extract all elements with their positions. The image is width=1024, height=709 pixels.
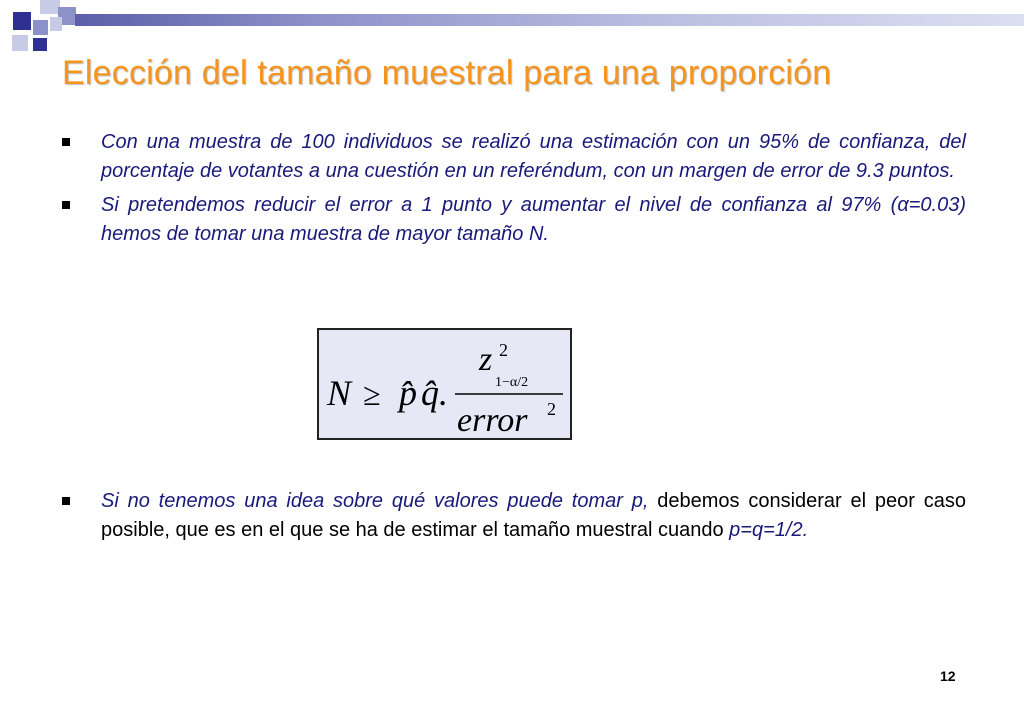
header-decor-square (33, 38, 47, 51)
bullet-text-italic-end: p=q=1/2. (729, 519, 809, 541)
formula-lhs: N (327, 373, 352, 413)
bullet-text: Con una muestra de 100 individuos se realizó una estimación con un 95% de confianza, del porcentaje de votantes a una cuestión en un referéndum, con un margen de error de 9.3 puntos. (101, 131, 966, 182)
square-bullet-icon (62, 201, 70, 209)
bullet-text: Si pretendemos reducir el error a 1 punto y aumentar el nivel de confianza al 97% (α=0.03) hemos de tomar una muestra de mayor tamaño N. (101, 194, 966, 245)
formula-numerator: z (479, 341, 493, 378)
bullet-item (60, 487, 966, 545)
formula-p-hat: p̂ (399, 373, 417, 413)
bullet-item (60, 191, 966, 249)
formula-denominator: error (457, 402, 528, 438)
header-decor-square (12, 35, 28, 51)
page-number: 12 (940, 668, 956, 684)
formula-relation: ≥ (363, 376, 381, 412)
bullet-list (60, 128, 966, 249)
bullet-item (60, 128, 966, 186)
formula-denominator-exponent: 2 (547, 399, 556, 419)
formula-numerator-exponent: 2 (499, 340, 508, 360)
bullet-text-italic: Si no tenemos una idea sobre qué valores puede tomar p, (101, 490, 649, 512)
sample-size-formula (317, 328, 572, 440)
bullet-text: debemos considerar el peor caso posible, que es en el que se ha de estimar el tamaño muestral cuando (101, 490, 966, 541)
header-decor-square (33, 20, 48, 35)
header-decor-square (50, 17, 62, 31)
header-decor-square (13, 12, 31, 30)
formula-graphic (319, 330, 570, 438)
header-gradient-band (75, 14, 1024, 26)
formula-q-hat: q̂. (421, 373, 448, 413)
slide-title: Elección del tamaño muestral para una proporción (62, 54, 832, 92)
square-bullet-icon (62, 138, 70, 146)
header-decor-square (40, 0, 60, 14)
square-bullet-icon (62, 497, 70, 505)
formula-numerator-subscript: 1−α/2 (495, 375, 529, 390)
